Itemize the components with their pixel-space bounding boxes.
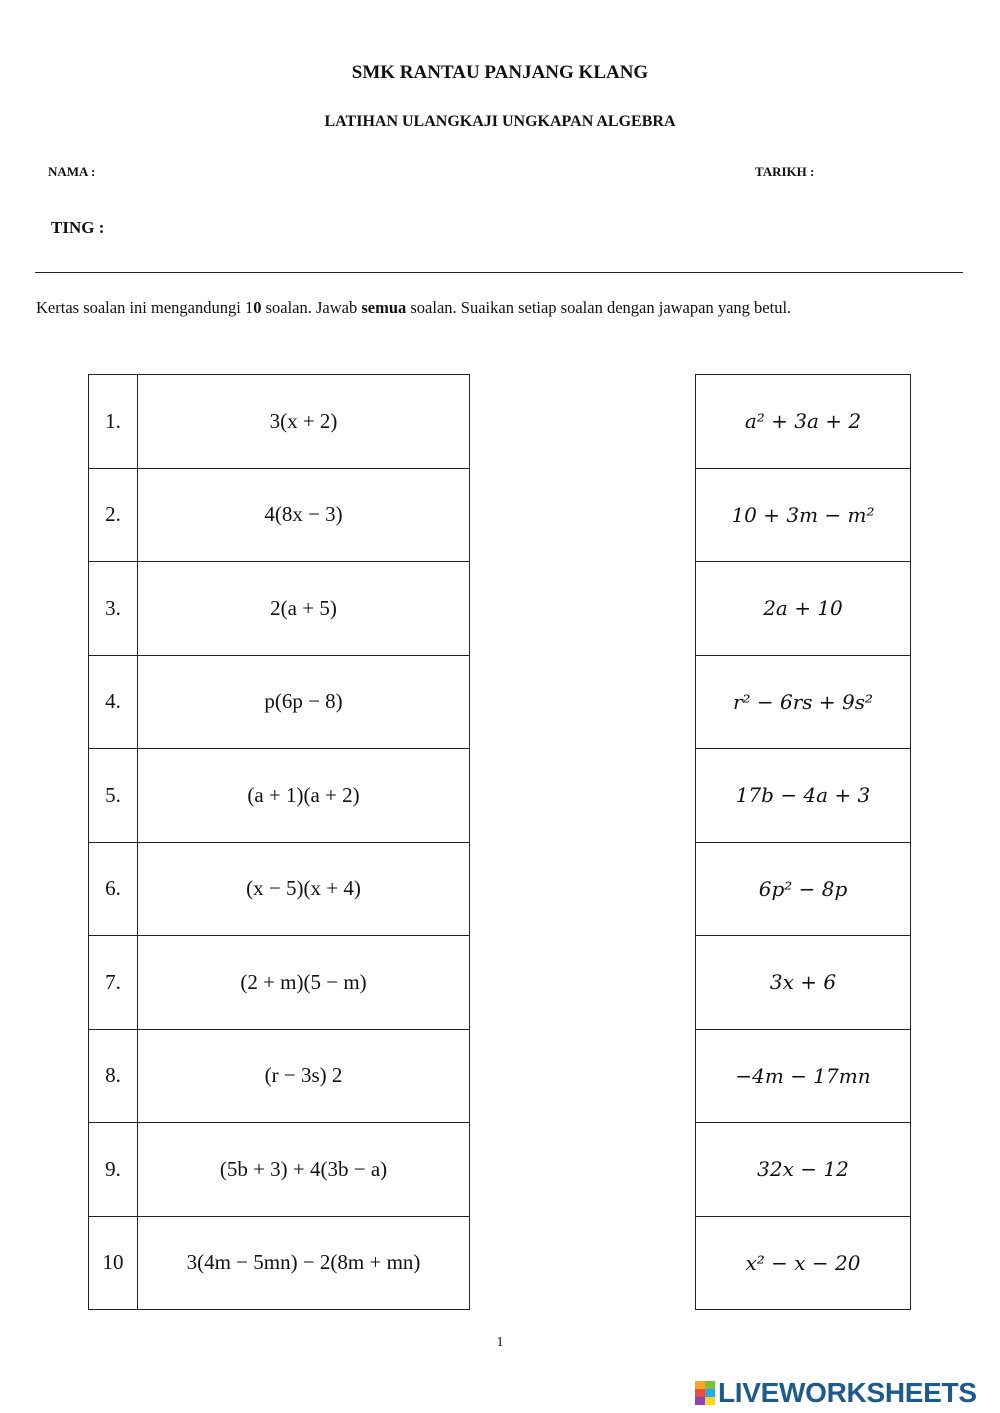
instruction-text: Kertas soalan ini mengandungi 10 soalan. Jawab semua soalan. Suaikan setiap soalan dengan jawapan yang betul. — [36, 298, 792, 317]
question-number: 7. — [89, 936, 138, 1030]
question-expression: 3(x + 2) — [138, 375, 470, 469]
answer-row — [696, 749, 911, 843]
question-number: 8. — [89, 1029, 138, 1123]
answer-row — [696, 1216, 911, 1310]
question-row — [89, 1216, 470, 1310]
questions-table — [88, 374, 470, 1310]
question-row — [89, 1029, 470, 1123]
school-name: SMK RANTAU PANJANG KLANG — [351, 62, 649, 83]
question-number: 10 — [89, 1216, 138, 1310]
question-number: 2. — [89, 468, 138, 562]
question-row — [89, 749, 470, 843]
question-row — [89, 842, 470, 936]
question-number: 5. — [89, 749, 138, 843]
liveworksheets-brand-text: LIVEWORKSHEETS — [718, 1377, 977, 1408]
question-expression: p(6p − 8) — [138, 655, 470, 749]
question-row — [89, 655, 470, 749]
answer-option[interactable]: 10 + 3m − m² — [696, 468, 911, 562]
liveworksheets-logo — [695, 1378, 977, 1408]
answer-row — [696, 375, 911, 469]
worksheet-title: LATIHAN ULANGKAJI UNGKAPAN ALGEBRA — [324, 113, 676, 130]
question-expression: (r − 3s) 2 — [138, 1029, 470, 1123]
answer-option[interactable]: 32x − 12 — [696, 1123, 911, 1217]
answer-row — [696, 842, 911, 936]
answer-row — [696, 936, 911, 1030]
answer-row — [696, 468, 911, 562]
liveworksheets-logo-icon — [695, 1381, 715, 1405]
answer-option[interactable]: 2a + 10 — [696, 562, 911, 656]
header-divider — [35, 272, 963, 273]
question-expression: (a + 1)(a + 2) — [138, 749, 470, 843]
answer-option[interactable]: r² − 6rs + 9s² — [696, 655, 911, 749]
question-number: 6. — [89, 842, 138, 936]
ting-label: TING : — [51, 218, 105, 237]
tarikh-label: TARIKH : — [755, 164, 815, 179]
answers-table — [695, 374, 911, 1310]
question-expression: 2(a + 5) — [138, 562, 470, 656]
question-row — [89, 468, 470, 562]
answer-row — [696, 655, 911, 749]
question-expression: (5b + 3) + 4(3b − a) — [138, 1123, 470, 1217]
answer-row — [696, 1029, 911, 1123]
page-number: 1 — [496, 1335, 504, 1350]
nama-label: NAMA : — [48, 164, 96, 179]
question-row — [89, 1123, 470, 1217]
question-expression: (2 + m)(5 − m) — [138, 936, 470, 1030]
question-row — [89, 375, 470, 469]
answer-row — [696, 562, 911, 656]
question-expression: 3(4m − 5mn) − 2(8m + mn) — [138, 1216, 470, 1310]
answer-option[interactable]: a² + 3a + 2 — [696, 375, 911, 469]
question-number: 9. — [89, 1123, 138, 1217]
question-expression: 4(8x − 3) — [138, 468, 470, 562]
answer-option[interactable]: x² − x − 20 — [696, 1216, 911, 1310]
answer-option[interactable]: 3x + 6 — [696, 936, 911, 1030]
question-number: 4. — [89, 655, 138, 749]
question-row — [89, 562, 470, 656]
question-number: 3. — [89, 562, 138, 656]
question-expression: (x − 5)(x + 4) — [138, 842, 470, 936]
answer-row — [696, 1123, 911, 1217]
question-row — [89, 936, 470, 1030]
answer-option[interactable]: 6p² − 8p — [696, 842, 911, 936]
question-number: 1. — [89, 375, 138, 469]
answer-option[interactable]: −4m − 17mn — [696, 1029, 911, 1123]
answer-option[interactable]: 17b − 4a + 3 — [696, 749, 911, 843]
